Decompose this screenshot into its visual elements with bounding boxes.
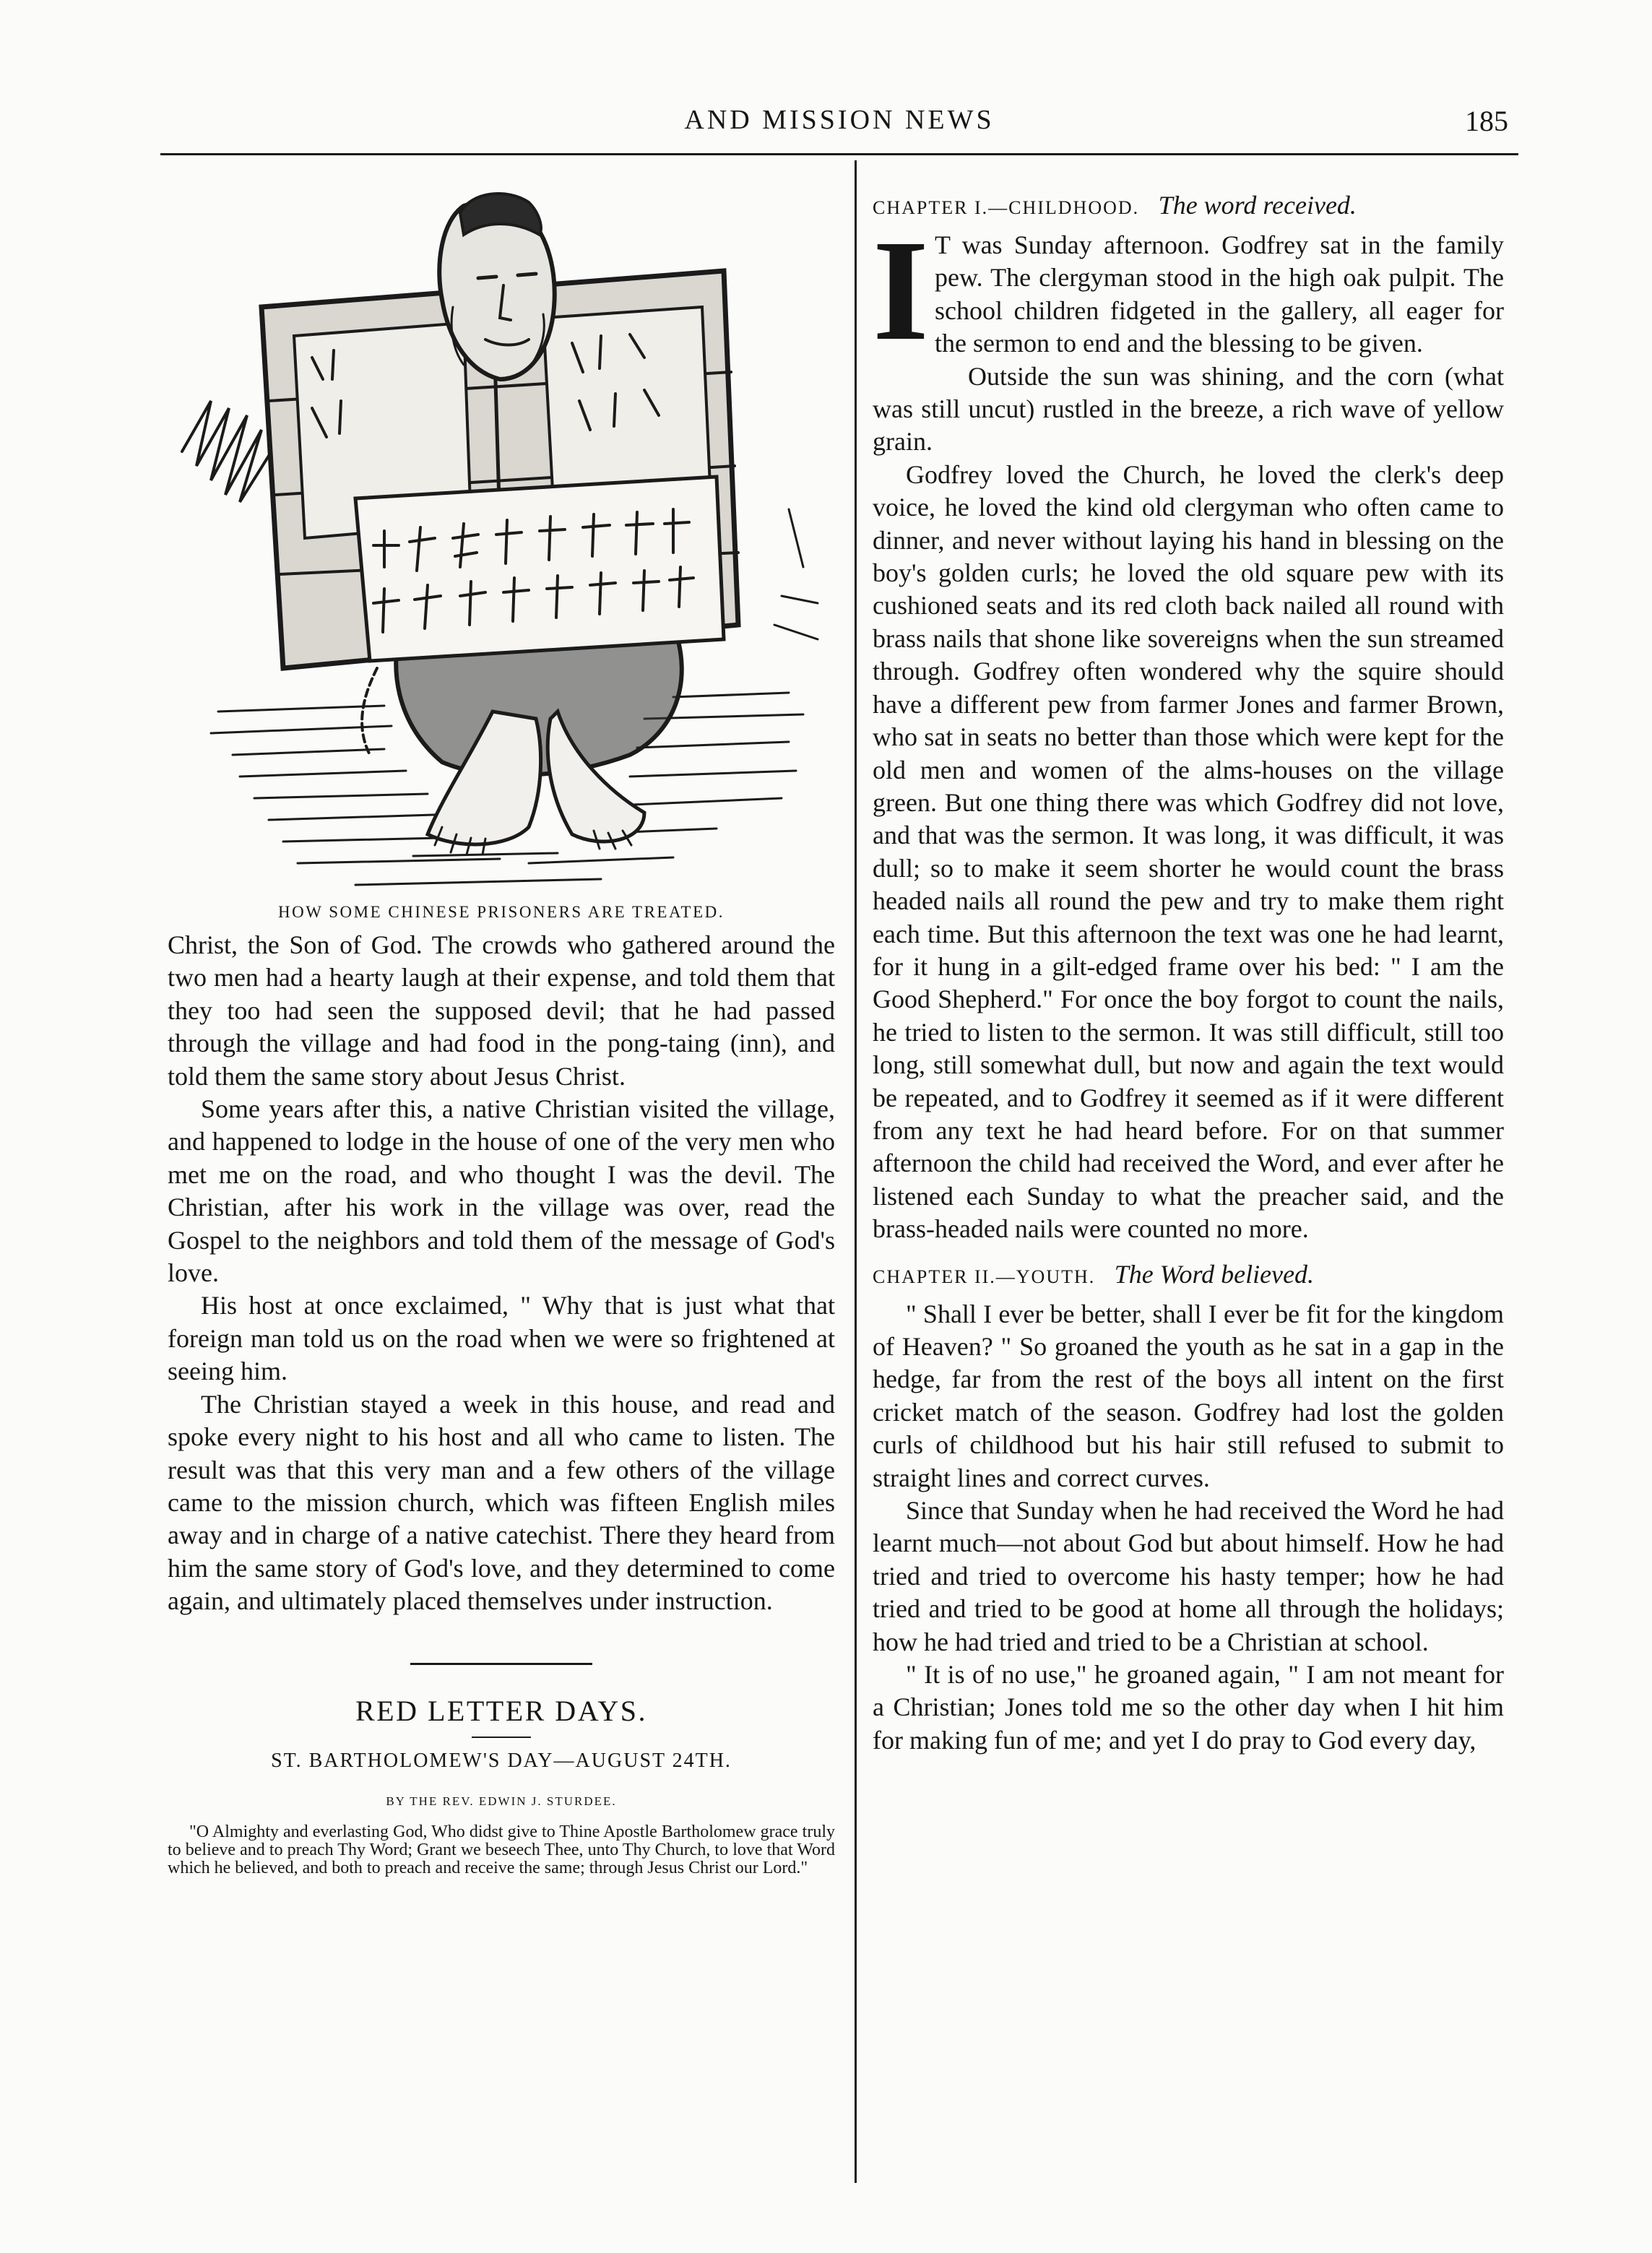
page-number: 185	[1465, 105, 1508, 137]
left-paragraph-3: His host at once exclaimed, " Why that is just what that foreign man told us on the road when we were so frightened at seeing him.	[168, 1291, 835, 1386]
title-underline	[472, 1737, 531, 1738]
chapter-1-label: CHAPTER I.—CHILDHOOD.	[873, 197, 1140, 218]
column-rule	[855, 160, 857, 2183]
drop-cap	[873, 211, 929, 371]
right-column	[873, 163, 1504, 1757]
chapter-1-paragraph-3: Godfrey loved the Church, he loved the clerk's deep voice, he loved the kind old clergyman who often came to dinner, and never without laying his hand in blessing on the boy's golden curls; he loved the old square pew with its cushioned seats and its red cloth back nailed all round with brass nails that shone like sovereigns when the sun streamed through. Godfrey often wondered why the squire should have a different pew from farmer Jones and farmer Brown, who sat in seats no better than those which were kept for the old men and women of the alms-houses on the village green. But one thing there was which Godfrey did not love, and that was the sermon. It was long, it was difficult, it was dull; so to make it seem shorter he would count the brass headed nails all round the pew and try to make them right each time. But this afternoon the text was one he had learnt, for it hung in a gilt-edged frame over his bed: " I am the Good Shepherd." For once the boy forgot to count the nails, he tried to listen to the sermon. It was still difficult, still too long, still somewhat dull, but now and again the text would be repeated, and to Godfrey it seemed as if it were different from any text he had heard before. For on that summer afternoon the child had received the Word, and ever after he listened each Sunday to what the preacher said, and the brass-headed nails were counted no more.	[873, 459, 1504, 1244]
chapter-1-paragraph-1: T was Sunday afternoon. Godfrey sat in the family pew. The clergyman stood in the high oak pulpit. The school children fidgeted in the gallery, all eager for the sermon to end and the blessing to be given.	[935, 230, 1504, 358]
chapter-1-paragraph-2: Outside the sun was shining, and the corn (what was still uncut) rustled in the breeze, a rich wave of yellow grain.	[873, 361, 1504, 457]
chapter-2-paragraph-1: " Shall I ever be better, shall I ever be fit for the kingdom of Heaven? " So groaned the youth as he sat in a gap in the hedge, far from the rest of the boys all intent on the first cricket match of the season. Godfrey had lost the golden curls of childhood but his hair still refused to submit to straight lines and correct curves.	[873, 1299, 1504, 1492]
left-paragraph-4: The Christian stayed a week in this house, and read and spoke every night to his host and all who came to listen. The result was that this very man and a few others of the village came to the mission church, which was fifteen English miles away and in charge of a native catechist. There they heard from him the same story of God's love, and they determined to come again, and ultimately placed themselves under instruction.	[168, 1389, 835, 1616]
chapter-1-opening	[873, 211, 1504, 371]
chapter-2-paragraph-2: Since that Sunday when he had received the Word he had learnt much—not about God but about himself. How he had tried and tried to overcome his hasty temper; how he had tried and tried to be good at home all through the holidays; how he had tried and tried to be a Christian at school.	[873, 1496, 1504, 1656]
chapter-2-subtitle: The Word believed.	[1114, 1259, 1315, 1289]
header-rule	[160, 153, 1518, 155]
figure-caption: HOW SOME CHINESE PRISONERS ARE TREATED.	[277, 903, 725, 921]
prisoner-illustration	[168, 163, 835, 888]
drop-cap-letter: I	[873, 211, 929, 371]
chapter-1-subtitle: The word received.	[1158, 191, 1357, 220]
left-column	[168, 163, 835, 1877]
red-letter-days-subtitle: ST. BARTHOLOMEW'S DAY—AUGUST 24TH.	[271, 1749, 732, 1772]
running-header	[160, 94, 1518, 144]
chapter-2-label: CHAPTER II.—YOUTH.	[873, 1266, 1096, 1287]
section-divider	[410, 1663, 592, 1665]
chapter-2-paragraph-3: " It is of no use," he groaned again, " I am not meant for a Christian; Jones told me so the other day when I hit him for making fun of me; and yet I do pray to God every day,	[873, 1660, 1504, 1755]
collect-prayer: "O Almighty and everlasting God, Who didst give to Thine Apostle Bartholomew grace truly to believe and to preach Thy Word; Grant we beseech Thee, unto Thy Church, to love that Word which he believed, and both to preach and receive the same; through Jesus Christ our Lord."	[168, 1822, 835, 1877]
cangue-prisoner-engraving	[168, 163, 835, 888]
chapter-1-heading	[873, 190, 1504, 220]
byline: BY THE REV. EDWIN J. STURDEE.	[386, 1794, 617, 1808]
running-title: AND MISSION NEWS	[684, 105, 995, 135]
chapter-2-heading	[873, 1259, 1504, 1289]
red-letter-days-title: RED LETTER DAYS.	[355, 1694, 648, 1727]
left-paragraph-1: Christ, the Son of God. The crowds who gathered around the two men had a hearty laugh at their expense, and told them that they too had seen the supposed devil; that he had passed through the village and had food in the pong-taing (inn), and told them the same story about Jesus Christ.	[168, 930, 835, 1091]
left-paragraph-2: Some years after this, a native Christian visited the village, and happened to lodge in the house of one of the very men who met me on the road, and who thought I was the devil. The Christian, after his work in the village was over, read the Gospel to the neighbors and told them of the message of God's love.	[168, 1094, 835, 1288]
